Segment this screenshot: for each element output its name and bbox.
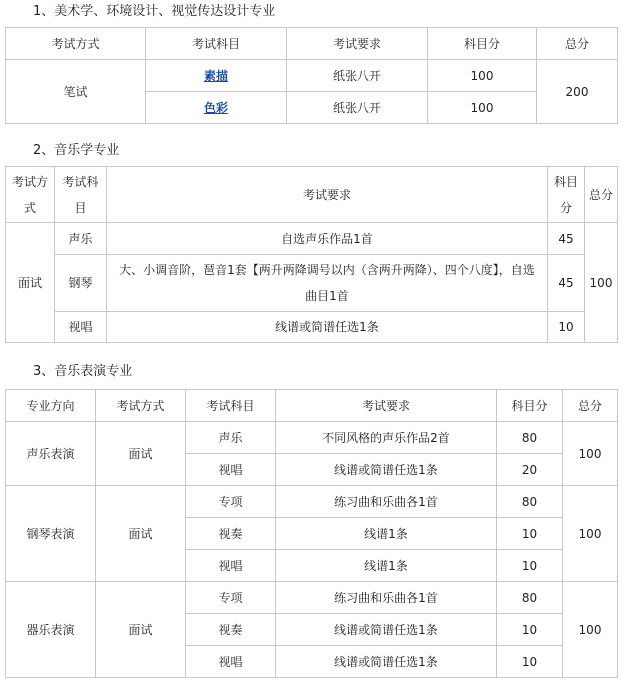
score-cell: 45: [548, 223, 585, 255]
header-cell: 总分: [563, 390, 618, 422]
header-cell: 考试要求: [287, 28, 428, 60]
direction-cell: 器乐表演: [6, 582, 96, 678]
header-cell: 考试方式: [6, 28, 146, 60]
direction-cell: 钢琴表演: [6, 486, 96, 582]
requirement-cell: 纸张八开: [287, 60, 428, 92]
header-cell: 考试要求: [276, 390, 497, 422]
score-cell: 10: [497, 646, 563, 678]
score-cell: 45: [548, 255, 585, 312]
direction-cell: 声乐表演: [6, 422, 96, 486]
section3-title: 3、音乐表演专业: [33, 364, 133, 379]
score-cell: 10: [497, 518, 563, 550]
requirement-cell: 线谱1条: [276, 550, 497, 582]
requirement-cell: 练习曲和乐曲各1首: [276, 486, 497, 518]
score-cell: 20: [497, 454, 563, 486]
subject-cell: [146, 60, 287, 92]
subject-cell: 钢琴: [55, 255, 107, 312]
header-cell: 考试要求: [107, 167, 548, 223]
requirement-cell: 线谱或简谱任选1条: [276, 614, 497, 646]
exam-method-cell: 面试: [96, 582, 186, 678]
subject-cell: 视唱: [55, 312, 107, 343]
section2-table: [5, 166, 618, 343]
score-cell: 100: [428, 60, 537, 92]
section1-title: 1、美术学、环境设计、视觉传达设计专业: [33, 4, 276, 19]
score-cell: 10: [497, 550, 563, 582]
header-cell: 总分: [537, 28, 618, 60]
total-score-cell: 100: [585, 223, 618, 343]
subject-cell: 视唱: [186, 646, 276, 678]
header-cell: 总分: [585, 167, 618, 223]
exam-method-cell: 面试: [96, 422, 186, 486]
requirement-cell: 线谱1条: [276, 518, 497, 550]
subject-cell: 视唱: [186, 550, 276, 582]
requirement-cell: 练习曲和乐曲各1首: [276, 582, 497, 614]
subject-cell: 视奏: [186, 614, 276, 646]
header-cell: 考试科目: [55, 167, 107, 223]
header-cell: 考试科目: [186, 390, 276, 422]
requirement-cell: 大、小调音阶，琶音1套【两升两降调号以内（含两升两降）、四个八度】，自选曲目1首: [107, 255, 548, 312]
section2-title: 2、音乐学专业: [33, 143, 120, 158]
score-cell: 80: [497, 422, 563, 454]
requirement-cell: 纸张八开: [287, 92, 428, 124]
header-cell: 考试科目: [146, 28, 287, 60]
exam-method-cell: 面试: [6, 223, 55, 343]
header-cell: 考试方式: [96, 390, 186, 422]
total-score-cell: 200: [537, 60, 618, 124]
total-score-cell: 100: [563, 582, 618, 678]
subject-cell: 声乐: [186, 422, 276, 454]
section1-table: [5, 27, 618, 124]
exam-method-cell: 笔试: [6, 60, 146, 124]
total-score-cell: 100: [563, 422, 618, 486]
requirement-cell: 线谱或简谱任选1条: [107, 312, 548, 343]
score-cell: 10: [548, 312, 585, 343]
subject-cell: [146, 92, 287, 124]
header-cell: 科目分: [497, 390, 563, 422]
header-cell: 科目分: [548, 167, 585, 223]
total-score-cell: 100: [563, 486, 618, 582]
subject-link-secai[interactable]: 色彩: [203, 100, 228, 115]
requirement-cell: 不同风格的声乐作品2首: [276, 422, 497, 454]
requirement-cell: 自选声乐作品1首: [107, 223, 548, 255]
subject-cell: 专项: [186, 582, 276, 614]
header-cell: 考试方式: [6, 167, 55, 223]
score-cell: 100: [428, 92, 537, 124]
requirement-cell: 线谱或简谱任选1条: [276, 454, 497, 486]
header-cell: 科目分: [428, 28, 537, 60]
header-cell: 专业方向: [6, 390, 96, 422]
requirement-cell: 线谱或简谱任选1条: [276, 646, 497, 678]
subject-link-sumiao[interactable]: 素描: [203, 68, 228, 83]
subject-cell: 视唱: [186, 454, 276, 486]
subject-cell: 专项: [186, 486, 276, 518]
score-cell: 80: [497, 486, 563, 518]
subject-cell: 视奏: [186, 518, 276, 550]
section3-table: [5, 389, 618, 678]
score-cell: 10: [497, 614, 563, 646]
subject-cell: 声乐: [55, 223, 107, 255]
score-cell: 80: [497, 582, 563, 614]
exam-method-cell: 面试: [96, 486, 186, 582]
